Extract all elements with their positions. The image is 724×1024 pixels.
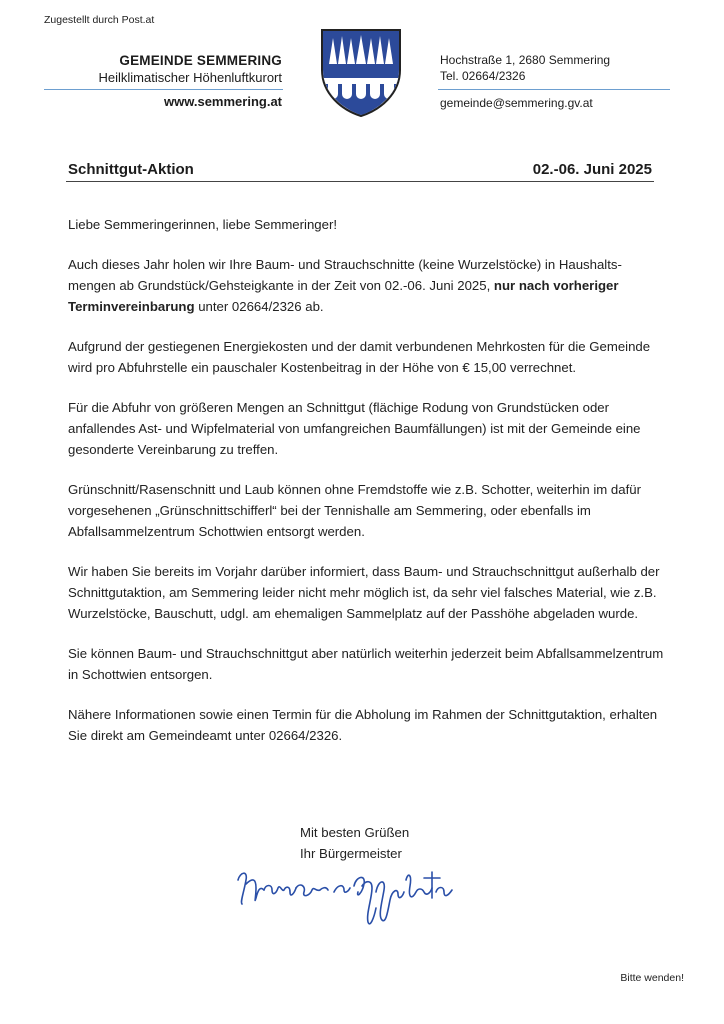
website: www.semmering.at [164, 94, 282, 109]
paragraph-collection-center: Sie können Baum- und Strauchschnittgut aber natürlich weiterhin jederzeit beim Abfallsammelzentrum in Schottwien entsorgen. [68, 646, 664, 682]
paragraph-costs: Aufgrund der gestiegenen Energiekosten und der damit verbundenen Mehrkosten für die Gemeinde wird pro Abfuhrstelle ein pauschaler Kostenbeitrag in der Höhe von € 15,00 verrechnet. [68, 339, 651, 375]
greeting: Liebe Semmeringerinnen, liebe Semmeringer! [68, 217, 338, 232]
address: Hochstraße 1, 2680 Semmering [440, 53, 611, 67]
letter-body [68, 214, 668, 765]
paragraph-collection-dates: Auch dieses Jahr holen wir Ihre Baum- und Strauchschnitte (keine Wurzelstöcke) in Haushalts-mengen ab Grundstück/Gehsteigkante in der Zeit von 02.-06. Juni 2025, nur nach vorheriger Terminvereinbarung unter 02664/2326 ab. [68, 257, 622, 314]
title-rule [66, 181, 654, 182]
phone: Tel. 02664/2326 [440, 69, 526, 84]
municipality-name: GEMEINDE SEMMERING [119, 53, 282, 68]
paragraph-green-waste: Grünschnitt/Rasenschnitt und Laub können ohne Fremdstoffe wie z.B. Schotter, weiterhin im dafür vorgesehenen „Grünschnittschifferl“ bei der Tennishalle am Semmering, oder ebenfalls im Abfallsammelzentrum Schottwien entsorgt werden. [68, 482, 641, 539]
email: gemeinde@semmering.gv.at [440, 96, 593, 110]
paragraph-previous-year: Wir haben Sie bereits im Vorjahr darüber informiert, dass Baum- und Strauchschnittgut außerhalb der Schnittgutaktion, am Semmering leider nicht mehr möglich ist, da sehr viel falsches Material, wie z.B. Wurzelstöcke, Bauschutt, udgl. am ehemaligen Sammelplatz auf der Passhöhe abgeladen wurde. [68, 564, 660, 621]
header-left [98, 52, 282, 86]
document-title: Schnittgut-Aktion [68, 161, 194, 178]
header-rule-right [438, 89, 670, 90]
signature-icon [226, 858, 476, 938]
document-date: 02.-06. Juni 2025 [532, 161, 652, 178]
appointment-required: nur nach vorheriger Terminvereinbarung [68, 278, 619, 314]
postal-note: Zugestellt durch Post.at [44, 14, 155, 26]
header-right [440, 52, 610, 84]
municipality-subtitle: Heilklimatischer Höhenluftkurort [98, 69, 282, 85]
coat-of-arms-icon [318, 26, 404, 118]
page-turn-note: Bitte wenden! [620, 972, 684, 984]
closing-line-2: Ihr Bürgermeister [300, 846, 402, 861]
paragraph-contact: Nähere Informationen sowie einen Termin für die Abholung im Rahmen der Schnittgutaktion, erhalten Sie direkt am Gemeindeamt unter 02664/2326. [68, 707, 658, 743]
header-rule-left [44, 89, 283, 90]
closing-line-1: Mit besten Grüßen [300, 825, 410, 840]
paragraph-large-quantities: Für die Abfuhr von größeren Mengen an Schnittgut (flächige Rodung von Grundstücken oder anfallendes Ast- und Wipfelmaterial von umfangreichen Baumfällungen) ist mit der Gemeinde eine gesonderte Vereinbarung zu treffen. [68, 400, 641, 457]
